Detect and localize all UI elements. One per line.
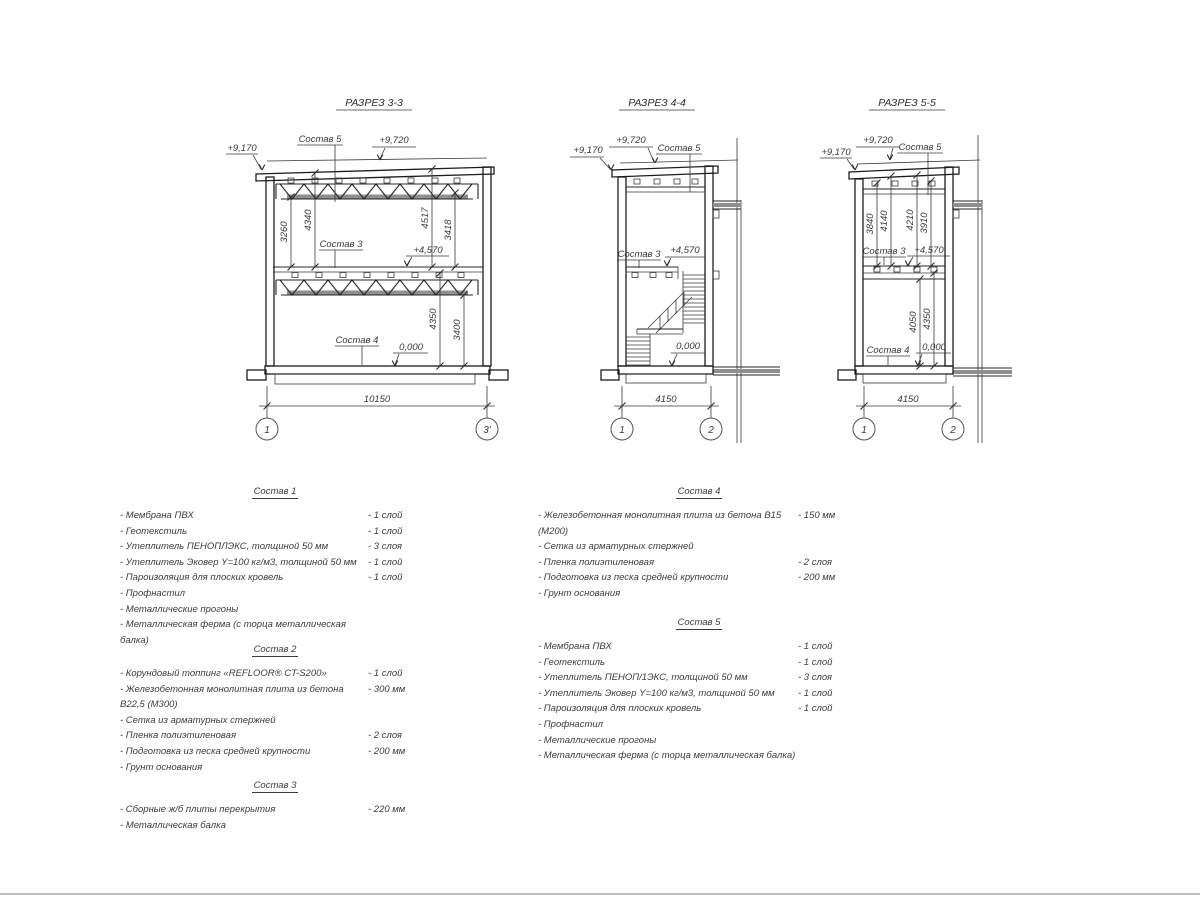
svg-text:4350: 4350 — [922, 308, 933, 330]
roof-band — [256, 167, 494, 181]
wall-right — [945, 167, 953, 366]
composition-title: Состав 3 — [253, 780, 297, 791]
composition-title: Состав 4 — [677, 486, 721, 497]
axis-bubble-right — [700, 418, 722, 440]
svg-text:+9,720: +9,720 — [616, 135, 646, 146]
label-sostav5 — [297, 134, 343, 202]
list-item: - Сборные ж/б плиты перекрытия - 220 мм — [120, 804, 406, 815]
section-title: РАЗРЕЗ 3-3 — [345, 97, 403, 109]
composition-4 — [538, 486, 860, 602]
svg-text:+9,170: +9,170 — [227, 143, 257, 154]
svg-text:4210: 4210 — [905, 209, 916, 231]
adjacent-structure — [953, 135, 1012, 443]
level-mark-roof — [856, 135, 900, 160]
svg-text:Состав 4: Состав 4 — [866, 345, 910, 356]
level-mark-roof — [609, 135, 658, 163]
width-dimension — [259, 386, 495, 418]
dim-3418 — [443, 190, 459, 271]
svg-text:4350: 4350 — [428, 308, 439, 330]
composition-title: Состав 5 — [677, 617, 721, 628]
list-item: - Сетка из арматурных стержней — [538, 541, 694, 553]
level-mark-mid — [404, 245, 449, 266]
list-item: - Металлические прогоны — [120, 603, 239, 615]
section-4-4 — [570, 97, 780, 443]
list-item: - Грунт основания — [120, 761, 203, 773]
svg-text:10150: 10150 — [363, 394, 391, 405]
roof-band — [612, 166, 718, 177]
dim-4350 — [428, 270, 444, 370]
composition-3 — [120, 780, 430, 833]
list-item: - Металлическая ферма (с торца металлическая балка) — [538, 750, 796, 762]
wall-right — [705, 166, 713, 366]
label-sostav4 — [335, 335, 379, 365]
mid-floor — [626, 267, 678, 279]
composition-5 — [538, 617, 860, 764]
svg-text:0,000: 0,000 — [676, 341, 700, 352]
level-mark-zero — [392, 342, 428, 366]
svg-text:4140: 4140 — [879, 210, 890, 232]
window-bottom-edge — [0, 893, 1200, 895]
roof-band — [849, 167, 959, 179]
list-item: - Металлическая балка — [120, 819, 226, 831]
composition-1 — [120, 486, 430, 648]
section-3-3 — [226, 97, 508, 440]
label-sostav3 — [862, 246, 906, 265]
ground-floor — [838, 366, 953, 383]
list-item: - Пароизоляция для плоских кровель - 1 слой — [120, 572, 403, 584]
svg-text:3': 3' — [483, 425, 491, 436]
section-title: РАЗРЕЗ 5-5 — [878, 97, 936, 109]
list-item: - Грунт основания — [538, 587, 621, 599]
list-item: - Пароизоляция для плоских кровель - 1 слой — [538, 703, 833, 715]
adjacent-structure — [713, 138, 780, 443]
list-item: - Подготовка из песка средней крупности - 200 мм — [120, 745, 406, 757]
svg-text:Состав 3: Состав 3 — [617, 249, 661, 260]
list-item: - Профнастил — [538, 718, 604, 730]
svg-text:Состав 5: Состав 5 — [898, 142, 942, 153]
svg-text:+4,570: +4,570 — [413, 245, 443, 256]
dim-3400 — [452, 292, 468, 370]
svg-text:+9,720: +9,720 — [863, 135, 893, 146]
list-item: - Мембрана ПВХ - 1 слой — [120, 510, 403, 521]
svg-text:3400: 3400 — [452, 319, 463, 341]
svg-text:4150: 4150 — [655, 394, 677, 405]
svg-text:+9,720: +9,720 — [379, 135, 409, 146]
mid-floor — [273, 267, 483, 295]
svg-text:3418: 3418 — [443, 219, 454, 241]
level-mark-eave — [226, 143, 265, 170]
list-item: - Утеплитель ПЕНОПЛЭКС, толщиной 50 мм - 3 слоя — [120, 541, 402, 553]
svg-text:+9,170: +9,170 — [573, 145, 603, 156]
svg-text:4050: 4050 — [908, 311, 919, 333]
svg-text:2: 2 — [950, 425, 956, 436]
list-item: - Пленка полиэтиленовая - 2 слоя — [120, 730, 402, 742]
list-item: - Железобетонная монолитная плита из бетона В22,5 (М300) - 300 мм — [120, 683, 406, 711]
svg-text:Состав 5: Состав 5 — [298, 134, 342, 145]
roof-purlins — [626, 179, 705, 192]
axis-bubble-left — [853, 418, 875, 440]
list-item: - Подготовка из песка средней крупности - 200 мм — [538, 572, 836, 584]
svg-text:4150: 4150 — [897, 394, 919, 405]
list-item: - Утеплитель Эковер Y=100 кг/м3, толщиной 50 мм - 1 слой — [120, 556, 403, 568]
svg-text:3910: 3910 — [919, 212, 930, 234]
level-mark-mid — [905, 245, 950, 266]
dim-3260 — [279, 194, 295, 271]
list-item: - Геотекстиль - 1 слой — [120, 525, 403, 537]
svg-text:1: 1 — [861, 425, 867, 436]
svg-text:+9,170: +9,170 — [821, 147, 851, 158]
wall-left — [618, 177, 626, 366]
svg-text:Состав 4: Состав 4 — [335, 335, 379, 346]
composition-title: Состав 2 — [253, 644, 297, 655]
level-mark-eave — [570, 145, 614, 170]
level-mark-mid — [664, 245, 705, 266]
roof-truss — [276, 184, 478, 199]
list-item: - Металлическая ферма (с торца металлическая балка) — [120, 619, 346, 646]
wall-left — [266, 177, 274, 366]
composition-title: Состав 1 — [253, 486, 297, 497]
label-sostav4 — [866, 345, 910, 365]
section-5-5 — [820, 97, 1012, 443]
svg-text:3260: 3260 — [279, 221, 290, 243]
svg-text:1: 1 — [264, 425, 270, 436]
dim-4350 — [922, 270, 938, 370]
svg-text:4517: 4517 — [420, 207, 431, 229]
list-item: - Корундовый топпинг «REFLOOR® CT-S200» - 1 слой — [120, 668, 403, 679]
svg-text:0,000: 0,000 — [399, 342, 423, 353]
axis-bubble-right — [476, 418, 498, 440]
axis-bubble-left — [256, 418, 278, 440]
svg-text:1: 1 — [619, 425, 625, 436]
list-item: - Геотекстиль - 1 слой — [538, 656, 833, 668]
ground-floor — [247, 366, 508, 384]
list-item: - Железобетонная монолитная плита из бетона В15 (М200) - 150 мм — [538, 510, 836, 537]
list-item: - Металлические прогоны — [538, 734, 657, 746]
list-item: - Сетка из арматурных стержней — [120, 714, 276, 726]
ground-floor — [601, 366, 713, 383]
svg-text:4340: 4340 — [303, 209, 314, 231]
level-mark-eave — [820, 147, 858, 170]
level-mark-zero — [669, 341, 705, 366]
width-dimension — [856, 386, 961, 418]
axis-bubble-right — [942, 418, 964, 440]
svg-text:Состав 3: Состав 3 — [319, 239, 363, 250]
svg-text:Состав 5: Состав 5 — [657, 143, 701, 154]
label-sostav3 — [617, 249, 661, 268]
svg-text:0,000: 0,000 — [922, 342, 946, 353]
svg-text:2: 2 — [708, 425, 714, 436]
axis-bubble-left — [611, 418, 633, 440]
list-item: - Профнастил — [120, 587, 186, 599]
label-sostav3 — [319, 239, 363, 268]
list-item: - Утеплитель Эковер Y=100 кг/м3, толщиной 50 мм - 1 слой — [538, 687, 833, 699]
list-item: - Мембрана ПВХ - 1 слой — [538, 641, 833, 652]
svg-text:+4,570: +4,570 — [914, 245, 944, 256]
composition-2 — [120, 644, 430, 775]
dim-4340 — [303, 170, 319, 271]
list-item: - Пленка полиэтиленовая - 2 слоя — [538, 556, 832, 568]
section-title: РАЗРЕЗ 4-4 — [628, 97, 686, 109]
list-item: - Утеплитель ПЕНОП/1ЭКС, толщиной 50 мм - 3 слоя — [538, 672, 832, 684]
svg-text:Состав 3: Состав 3 — [862, 246, 906, 257]
wall-left — [855, 179, 863, 366]
svg-text:+4,570: +4,570 — [670, 245, 700, 256]
svg-text:3840: 3840 — [865, 213, 876, 235]
wall-right — [483, 167, 491, 366]
width-dimension — [614, 386, 719, 418]
level-mark-roof — [372, 135, 416, 160]
roof-purlins — [863, 181, 945, 194]
